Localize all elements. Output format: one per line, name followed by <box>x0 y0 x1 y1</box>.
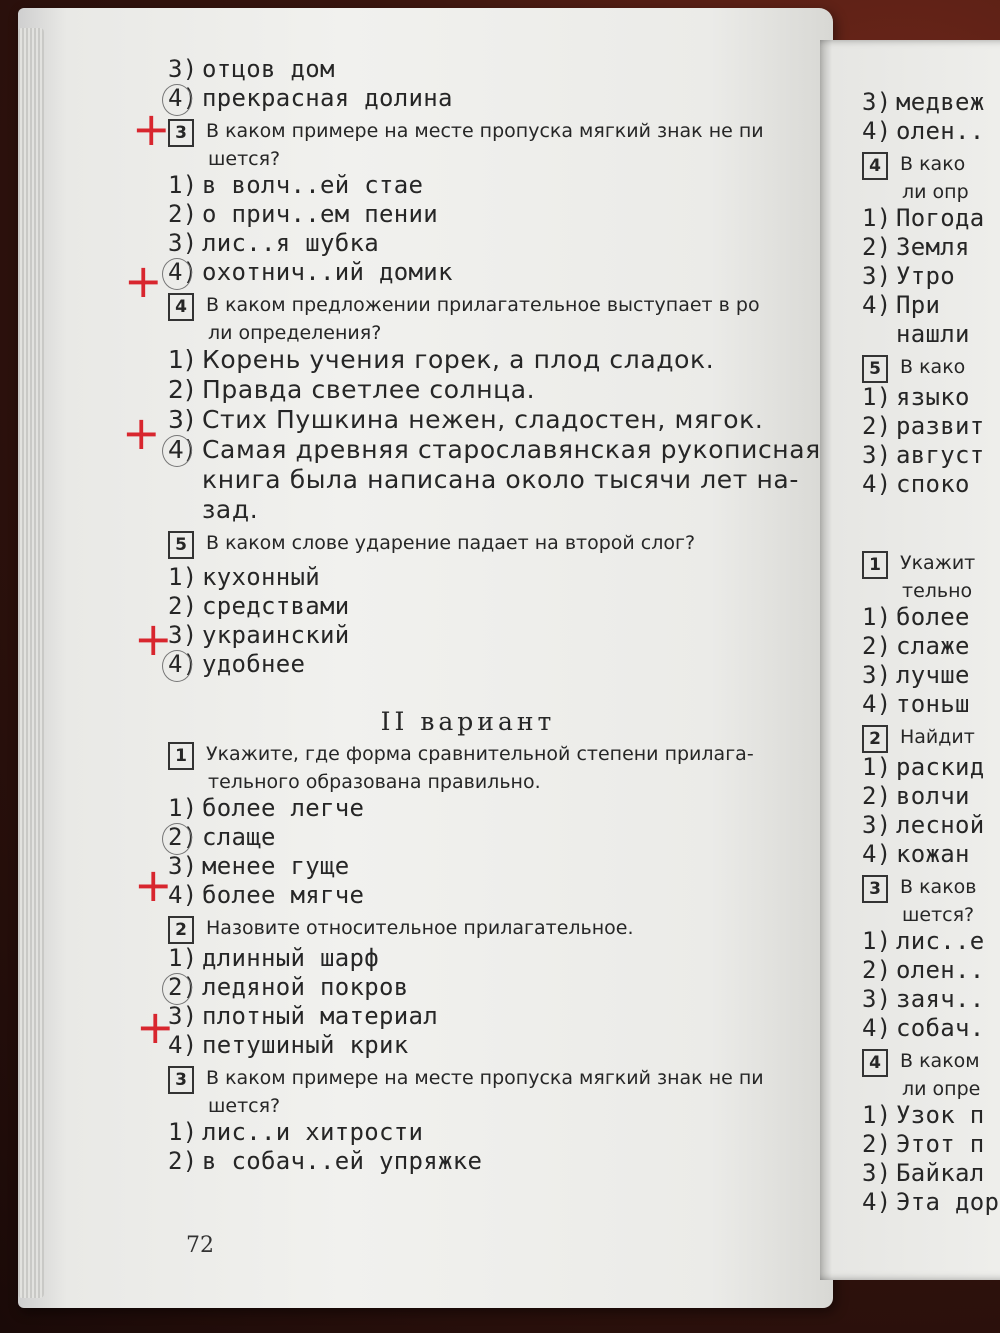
option-line <box>168 852 828 881</box>
option-text: Земля <box>896 233 970 261</box>
option-number: 4) <box>862 840 892 868</box>
option-number: 2) <box>168 592 198 620</box>
option-number: 2) <box>862 782 892 810</box>
right-option-line <box>862 1014 1000 1043</box>
right-option-line <box>862 1188 1000 1217</box>
option-text: менее гуще <box>202 852 350 880</box>
option-text: Утро <box>896 262 955 290</box>
option-text: более легче <box>202 794 365 822</box>
option-text: украинский <box>202 621 350 649</box>
option-line-circled <box>168 435 828 465</box>
right-spacer <box>862 499 1000 545</box>
option-text: кухонный <box>202 563 320 591</box>
option-text: петушиный крик <box>202 1031 409 1059</box>
plus-mark: + <box>124 254 163 308</box>
option-text: Байкал <box>896 1159 985 1187</box>
option-text: Корень учения горек, а плод сладок. <box>202 345 715 374</box>
question-text-cont: шется? <box>208 1095 281 1117</box>
option-text: слаже <box>896 632 970 660</box>
option-line <box>168 563 828 592</box>
option-number: 3) <box>168 229 198 257</box>
right-option-line <box>862 204 1000 233</box>
right-question-cont: ли опр <box>902 181 969 203</box>
option-number: 4) <box>862 117 892 145</box>
question-number-box: 4 <box>168 293 194 321</box>
page-stack-edge <box>18 28 44 1298</box>
option-text: прекрасная долина <box>202 84 453 112</box>
right-option-line <box>862 1130 1000 1159</box>
option-line-circled <box>168 84 828 113</box>
right-option-line <box>862 1159 1000 1188</box>
right-option-line <box>862 956 1000 985</box>
option-number: 3) <box>862 441 892 469</box>
option-line <box>168 1118 828 1147</box>
option-number: 4) <box>862 1014 892 1042</box>
option-text: август <box>896 441 985 469</box>
option-number: 1) <box>862 204 892 232</box>
option-line <box>168 405 828 435</box>
right-question-cont: ли опре <box>902 1078 981 1100</box>
question-text: Укажит <box>900 552 976 574</box>
option-text-cont: зад. <box>202 495 259 524</box>
v2-question-1 <box>168 742 828 794</box>
option-number: 1) <box>862 1101 892 1129</box>
right-question <box>862 152 1000 180</box>
right-question <box>862 355 1000 383</box>
plus-mark: + <box>122 406 161 460</box>
option-number: 3) <box>168 1002 198 1030</box>
right-option-line <box>862 383 1000 412</box>
question-4 <box>168 293 828 345</box>
right-option-line <box>862 985 1000 1014</box>
option-text: лис..е <box>896 927 985 955</box>
right-option-cont: нашли <box>896 320 970 348</box>
option-number: 2) <box>168 823 198 851</box>
option-text: в волч..ей стае <box>202 171 424 199</box>
option-text: лучше <box>896 661 970 689</box>
option-number: 1) <box>862 753 892 781</box>
option-text: плотный материал <box>202 1002 438 1030</box>
right-option-line <box>862 117 1000 146</box>
right-option-line <box>862 753 1000 782</box>
right-question-cont: тельно <box>902 580 973 602</box>
option-text: Стих Пушкина нежен, сладостен, мягок. <box>202 405 764 434</box>
option-line-circled <box>168 650 828 679</box>
plus-mark: + <box>136 1000 175 1054</box>
right-option-line <box>862 1101 1000 1130</box>
right-question-cont: шется? <box>902 904 975 926</box>
option-text: лис..я шубка <box>202 229 379 257</box>
question-number-box: 3 <box>168 1066 194 1094</box>
question-number-box: 5 <box>168 531 194 559</box>
right-option-line <box>862 262 1000 291</box>
page-number: 72 <box>186 1233 214 1258</box>
plus-mark: + <box>134 612 173 666</box>
option-number: 4) <box>168 435 195 464</box>
option-text: Этот п <box>896 1130 985 1158</box>
option-text: более мягче <box>202 881 365 909</box>
option-text: слаще <box>202 823 276 851</box>
question-text: В каком <box>900 1050 980 1072</box>
question-text: В како <box>900 153 966 175</box>
option-text: споко <box>896 470 970 498</box>
option-number: 2) <box>168 200 198 228</box>
question-number-box: 4 <box>862 152 888 180</box>
question-5 <box>168 531 828 559</box>
question-text-cont: шется? <box>208 148 281 170</box>
option-text: лис..и хитрости <box>202 1118 424 1146</box>
option-text: о прич..ем пении <box>202 200 438 228</box>
option-number: 3) <box>168 55 198 83</box>
option-number: 2) <box>168 1147 198 1175</box>
right-question <box>862 725 1000 753</box>
option-text: медвеж <box>896 88 985 116</box>
option-number: 4) <box>862 470 892 498</box>
option-number: 2) <box>862 1130 892 1158</box>
question-text: В каком примере на месте пропуска мягкий знак не пи <box>206 120 764 142</box>
question-number-box: 4 <box>862 1049 888 1077</box>
option-text: Эта дор <box>896 1188 1000 1216</box>
question-text: В каком примере на месте пропуска мягкий знак не пи <box>206 1067 764 1089</box>
option-line <box>168 881 828 910</box>
option-text: волчи <box>896 782 970 810</box>
option-number: 1) <box>862 383 892 411</box>
question-number-box: 2 <box>168 916 194 944</box>
option-line-circled <box>168 258 828 287</box>
right-option-line <box>862 811 1000 840</box>
option-text: кожан <box>896 840 970 868</box>
option-number: 4) <box>168 84 198 112</box>
option-text-cont: книга была написана около тысячи лет на- <box>202 465 799 494</box>
option-number: 2) <box>168 973 198 1001</box>
option-text: ледяной покров <box>202 973 409 1001</box>
option-text: более <box>896 603 970 631</box>
question-number-box: 1 <box>168 742 194 770</box>
left-column <box>168 55 828 1176</box>
question-text: В каком слове ударение падает на второй слог? <box>206 532 696 554</box>
question-number-box: 5 <box>862 355 888 383</box>
option-number: 1) <box>168 563 198 591</box>
option-text: раскид <box>896 753 985 781</box>
option-line <box>168 345 828 375</box>
right-question <box>862 1049 1000 1077</box>
option-text: Узок п <box>896 1101 985 1129</box>
right-option-line <box>862 840 1000 869</box>
option-line <box>168 1147 828 1176</box>
option-number: 1) <box>168 944 198 972</box>
option-number: 3) <box>862 262 892 290</box>
plus-mark: + <box>132 102 171 156</box>
option-number: 3) <box>168 621 198 649</box>
question-text: Найдит <box>900 726 975 748</box>
option-text: тоньш <box>896 690 970 718</box>
option-text: При <box>896 291 941 319</box>
option-line-circled <box>168 973 828 1002</box>
option-line <box>168 229 828 258</box>
option-number: 2) <box>168 375 195 404</box>
question-text: Укажите, где форма сравнительной степени прилага- <box>206 743 754 765</box>
option-text: длинный шарф <box>202 944 379 972</box>
question-text: В како <box>900 356 966 378</box>
option-line <box>168 1031 828 1060</box>
question-number-box: 3 <box>862 875 888 903</box>
option-number: 1) <box>168 794 198 822</box>
option-line <box>168 944 828 973</box>
option-line-circled <box>168 823 828 852</box>
v2-question-2 <box>168 916 828 944</box>
question-text-cont: тельного образована правильно. <box>208 771 541 793</box>
question-text: В каков <box>900 876 977 898</box>
right-option-line <box>862 88 1000 117</box>
question-number-box: 3 <box>168 119 194 147</box>
right-option-line <box>862 470 1000 499</box>
option-text: олен.. <box>896 117 985 145</box>
variant-heading: II вариант <box>380 707 556 736</box>
option-text: заяч.. <box>896 985 985 1013</box>
option-text: языко <box>896 383 970 411</box>
option-number: 1) <box>168 345 195 374</box>
option-line <box>168 592 828 621</box>
question-number-box: 1 <box>862 551 888 579</box>
option-text: Погода <box>896 204 985 232</box>
question-3 <box>168 119 828 171</box>
option-number: 1) <box>862 603 892 631</box>
option-text: в собач..ей упряжке <box>202 1147 483 1175</box>
option-line <box>168 1002 828 1031</box>
right-option-line <box>862 690 1000 719</box>
option-number: 3) <box>862 1159 892 1187</box>
option-line <box>168 375 828 405</box>
option-text: отцов дом <box>202 55 335 83</box>
option-number: 1) <box>168 171 198 199</box>
option-number: 3) <box>862 88 892 116</box>
right-option-line <box>862 441 1000 470</box>
option-number: 4) <box>168 650 198 678</box>
right-option-line <box>862 632 1000 661</box>
option-line <box>168 794 828 823</box>
option-number: 2) <box>862 632 892 660</box>
right-option-line <box>862 782 1000 811</box>
option-number: 3) <box>862 811 892 839</box>
right-question <box>862 551 1000 579</box>
option-line <box>168 55 828 84</box>
plus-mark: + <box>134 858 173 912</box>
option-number: 3) <box>168 852 198 880</box>
question-number-box: 2 <box>862 725 888 753</box>
option-line <box>168 621 828 650</box>
option-text: Правда светлее солнца. <box>202 375 536 404</box>
option-number: 1) <box>168 1118 198 1146</box>
option-text: собач. <box>896 1014 985 1042</box>
option-text: Самая древняя старославянская рукописная <box>202 435 821 464</box>
right-column <box>862 88 1000 1217</box>
option-number: 3) <box>168 405 195 434</box>
option-number: 3) <box>862 985 892 1013</box>
option-number: 4) <box>168 881 198 909</box>
option-number: 3) <box>862 661 892 689</box>
option-line <box>168 171 828 200</box>
question-text: В каком предложении прилагательное выступает в ро <box>206 294 760 316</box>
right-option-line <box>862 291 1000 320</box>
option-number: 2) <box>862 233 892 261</box>
question-text: Назовите относительное прилагательное. <box>206 917 634 939</box>
right-option-line <box>862 603 1000 632</box>
option-number: 4) <box>862 291 892 319</box>
option-number: 1) <box>862 927 892 955</box>
option-number: 2) <box>862 956 892 984</box>
option-number: 4) <box>168 1031 198 1059</box>
option-text: развит <box>896 412 985 440</box>
question-text-cont: ли определения? <box>208 322 382 344</box>
option-text: удобнее <box>202 650 306 678</box>
option-number: 4) <box>862 1188 892 1216</box>
option-text: охотнич..ий домик <box>202 258 453 286</box>
option-text: лесной <box>896 811 985 839</box>
right-option-line <box>862 233 1000 262</box>
option-number: 4) <box>168 258 198 286</box>
option-text: олен.. <box>896 956 985 984</box>
right-option-line <box>862 412 1000 441</box>
option-line <box>168 200 828 229</box>
option-number: 4) <box>862 690 892 718</box>
right-question <box>862 875 1000 903</box>
v2-question-3 <box>168 1066 828 1118</box>
option-number: 2) <box>862 412 892 440</box>
right-option-line <box>862 927 1000 956</box>
right-option-line <box>862 661 1000 690</box>
option-text: средствами <box>202 592 350 620</box>
